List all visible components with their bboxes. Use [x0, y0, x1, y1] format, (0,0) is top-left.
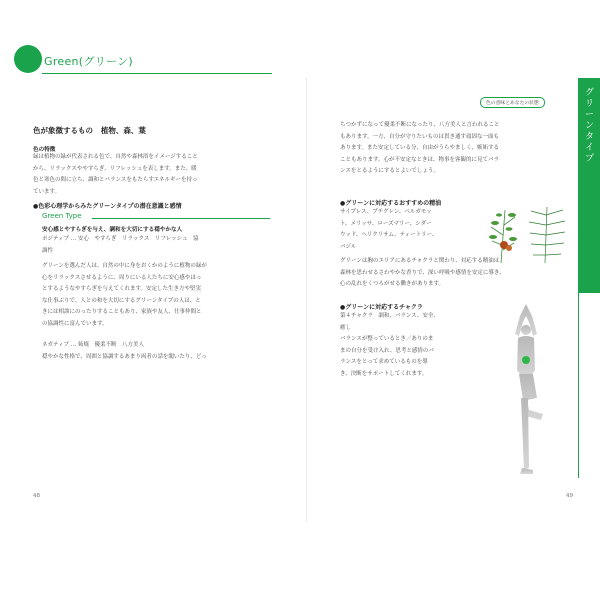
oil-line: バジル: [340, 243, 357, 250]
positive-line: 調性: [42, 247, 54, 254]
positive-body: [42, 261, 207, 330]
body-line: 森林を思わせるさわやかな香りで、深い呼吸や感情を安定に導き、: [340, 269, 505, 276]
chapter-side-tab-text: [579, 88, 600, 165]
feature-heading: 色の特徴: [33, 147, 56, 153]
chakra-line: 癒し: [340, 324, 352, 331]
intro-text: [340, 120, 499, 178]
chakra-text: [340, 311, 439, 380]
oil-list: [340, 207, 437, 253]
title-underline: [42, 73, 272, 74]
body-line: もあります。一方、自分が守りたいものは貫き通す頑固な一面も: [340, 133, 500, 140]
negative-traits: ネガティブ … 妬焼 優柔不断 八方美人: [42, 342, 145, 348]
chapter-side-tab: [579, 78, 600, 293]
body-line: グリーンは胸のエリアにあるチャクラと関わり、対応する精油は: [340, 258, 500, 264]
feature-line: 緑は植物の緑が代表される色で、自然や森林浴をイメージすること: [33, 154, 198, 160]
psych-heading: ●色彩心理学からみたグリーンタイプの潜在意識と感情: [33, 203, 182, 210]
chakra-line: バランスが整っているとき／ありのま: [340, 336, 434, 342]
chakra-heading: ●グリーンに対応するチャクラ: [340, 304, 423, 311]
feature-text: [33, 152, 198, 198]
heart-chakra-dot: [522, 356, 530, 364]
tab-char: リ: [584, 99, 594, 109]
page-number-right: 49: [566, 493, 573, 499]
body-line: とするようなやすらぎを与えてくれます。安定した生き方や堅実: [42, 286, 202, 292]
body-line: あります。また安定している分、自由がうらやましく、嫉妬する: [340, 145, 499, 151]
type-tagline: 安心感とやすらぎを与え、調和を大切にする穏やかな人: [42, 227, 183, 233]
body-line: ちつかずになって優柔不断になったり、八方美人と言われること: [340, 122, 500, 128]
negative-body: 穏やかな性格で、周囲と協調するあまり両者の話を聞いたり、どっ: [42, 354, 207, 360]
tab-char: イ: [584, 143, 594, 153]
body-line: きには相談にのったりすることもあり、家族や友人、仕事仲間と: [42, 309, 202, 315]
chakra-line: き、決断をサポートしてくれます。: [340, 370, 428, 377]
herb-illustration: [487, 205, 575, 265]
body-line: 心の乱れをくつろがせる働きがあります。: [340, 281, 445, 287]
chakra-line: まの自分を受け入れ、思考と感情のバ: [340, 347, 434, 354]
section-tab-label: 色の意味とあなたの状態: [480, 97, 545, 108]
tab-char: プ: [584, 154, 594, 164]
page-number-left: 48: [33, 493, 40, 499]
feature-line: から、リラックスややすらぎ、リフレッシュを表します。また、暖: [33, 165, 197, 172]
positive-line: ポジティブ … 安心 やすらぎ リラックス リフレッシュ 協: [42, 236, 199, 242]
type-label: Green Type: [42, 212, 82, 220]
body-line: グリーンを選んだ人は、自然の中に身をおくかのように植物の緑が: [42, 263, 207, 269]
oil-line: ウッド、ヘリクリサム、ティートリー、: [340, 232, 438, 238]
body-line: な仕事ぶりで、人との和を大切にするグリーンタイプの人は、と: [42, 297, 201, 304]
symbol-line: [33, 125, 146, 136]
oil-line: ト、メリッサ、ローズマリー、シダー: [340, 220, 432, 227]
oil-line: サイプレス、プチグレン、ベルガモッ: [340, 209, 432, 215]
page-title: Green(グリーン): [44, 55, 133, 68]
body-line: こともあります。心が不安定なときは、物事を客観的に見てバラ: [340, 156, 500, 163]
body-line: の協調性に富んでいます。: [42, 320, 108, 327]
positive-traits: [42, 234, 199, 257]
tab-char: グ: [584, 88, 594, 98]
tab-char: ン: [584, 121, 594, 131]
yoga-figure-illustration: [497, 300, 555, 480]
chakra-line: 第４チャクラ 調和、バランス、安全、: [340, 313, 439, 319]
body-line: 心をリラックスさせるように、周りにいる人たちに安心感やほっ: [42, 274, 202, 281]
type-rule: [92, 218, 270, 219]
tab-char: ー: [584, 110, 594, 120]
oil-body: [340, 256, 505, 291]
chakra-line: ランスをとって求めているものを導: [340, 359, 428, 365]
body-line: ンスをとるようにするとよいでしょう。: [340, 168, 439, 174]
feature-line: 色と寒色の間に立ち、調和とバランスをもたらすエネルギーを持っ: [33, 177, 198, 183]
oil-heading: ●グリーンに対応するおすすめの精油: [340, 200, 442, 207]
tab-char: タ: [584, 132, 594, 142]
symbol-items: 植物、森、葉: [100, 126, 146, 135]
feature-line: ています。: [33, 188, 61, 195]
gutter-divider: [306, 77, 307, 522]
green-circle-icon: [14, 45, 42, 73]
symbol-label: 色が象徴するもの: [33, 126, 93, 135]
